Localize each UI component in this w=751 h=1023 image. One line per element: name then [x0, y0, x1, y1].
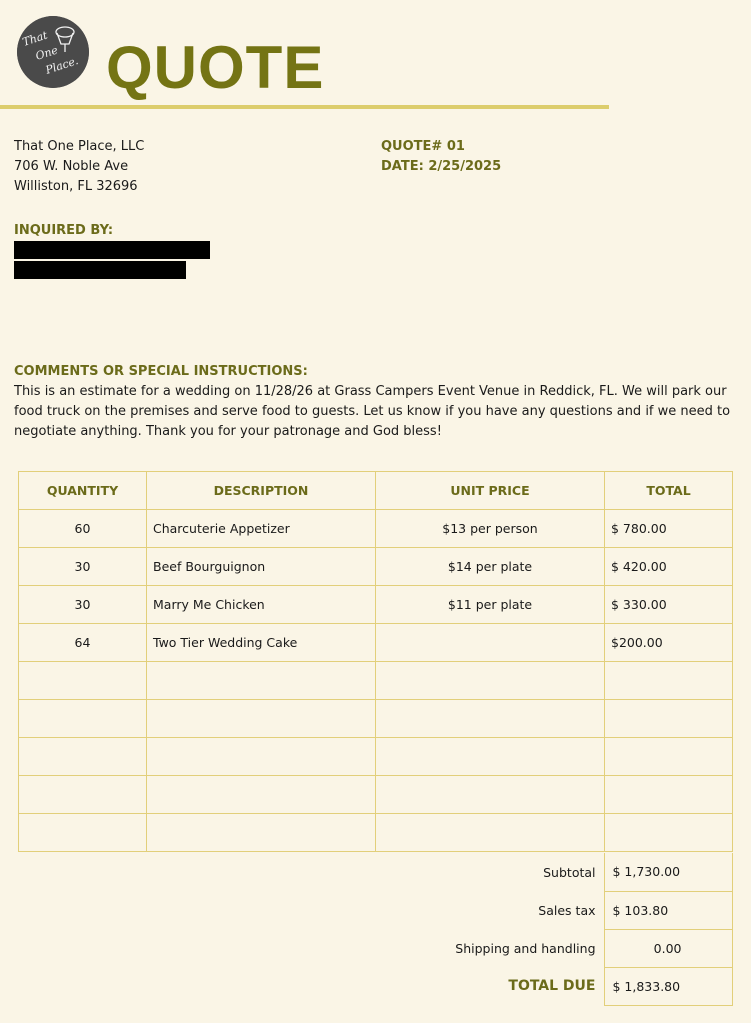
table-row — [19, 624, 733, 662]
header-description: DESCRIPTION — [147, 472, 376, 510]
total-due-label: TOTAL DUE — [508, 978, 596, 994]
row-quantity: 30 — [19, 548, 147, 586]
redacted-name — [14, 241, 210, 259]
totals-table — [18, 853, 733, 1006]
row-total: $ 330.00 — [605, 586, 733, 624]
inquired-by-label: INQUIRED BY: — [14, 223, 114, 238]
row-unit-price — [376, 624, 605, 662]
subtotal-label: Subtotal — [543, 864, 596, 880]
empty-table-row — [19, 700, 733, 738]
empty-table-row — [19, 662, 733, 700]
svg-text:Place.: Place. — [43, 54, 80, 77]
row-quantity: 60 — [19, 510, 147, 548]
table-row — [19, 510, 733, 548]
header-total: TOTAL — [605, 472, 733, 510]
table-row — [19, 548, 733, 586]
row-total: $ 420.00 — [605, 548, 733, 586]
shipping-value: 0.00 — [604, 929, 732, 967]
total-due-value: $ 1,833.80 — [604, 967, 732, 1005]
row-unit-price: $14 per plate — [376, 548, 605, 586]
title-divider — [0, 105, 609, 109]
row-unit-price: $11 per plate — [376, 586, 605, 624]
empty-table-row — [19, 776, 733, 814]
row-description: Beef Bourguignon — [147, 548, 376, 586]
row-description: Marry Me Chicken — [147, 586, 376, 624]
total-due-row — [18, 967, 732, 1005]
quote-date: DATE: 2/25/2025 — [381, 159, 502, 174]
quote-number: QUOTE# 01 — [381, 139, 465, 154]
empty-table-row — [19, 738, 733, 776]
redacted-contact — [14, 261, 186, 279]
sales-tax-row — [18, 891, 732, 929]
company-address-line1: 706 W. Noble Ave — [14, 159, 129, 174]
quote-items-table — [18, 471, 733, 852]
row-quantity: 30 — [19, 586, 147, 624]
shipping-row — [18, 929, 732, 967]
row-description: Two Tier Wedding Cake — [147, 624, 376, 662]
header-unit-price: UNIT PRICE — [376, 472, 605, 510]
subtotal-value: $ 1,730.00 — [604, 853, 732, 891]
row-description: Charcuterie Appetizer — [147, 510, 376, 548]
row-unit-price: $13 per person — [376, 510, 605, 548]
company-logo — [17, 16, 89, 88]
row-total: $200.00 — [605, 624, 733, 662]
svg-text:One: One — [33, 43, 60, 63]
company-name: That One Place, LLC — [14, 139, 145, 154]
company-address-line2: Williston, FL 32696 — [14, 179, 138, 194]
that-one-place-logo-icon — [17, 16, 89, 88]
table-header-row — [19, 472, 733, 510]
sales-tax-label: Sales tax — [538, 902, 596, 918]
comments-label: COMMENTS OR SPECIAL INSTRUCTIONS: — [14, 364, 308, 379]
comments-text: This is an estimate for a wedding on 11/28/26 at Grass Campers Event Venue in Reddick, FL. We will park our food truck on the premises and serve food to guests. Let us know if you have any questions and if we need to negotiate anything. Thank you for your patronage and God bless! — [14, 384, 731, 439]
header-quantity: QUANTITY — [19, 472, 147, 510]
shipping-label: Shipping and handling — [455, 940, 596, 956]
table-row — [19, 586, 733, 624]
subtotal-row — [18, 853, 732, 891]
document-title: QUOTE — [106, 34, 325, 101]
sales-tax-value: $ 103.80 — [604, 891, 732, 929]
row-quantity: 64 — [19, 624, 147, 662]
empty-table-row — [19, 814, 733, 852]
row-total: $ 780.00 — [605, 510, 733, 548]
svg-text:That: That — [20, 28, 50, 49]
